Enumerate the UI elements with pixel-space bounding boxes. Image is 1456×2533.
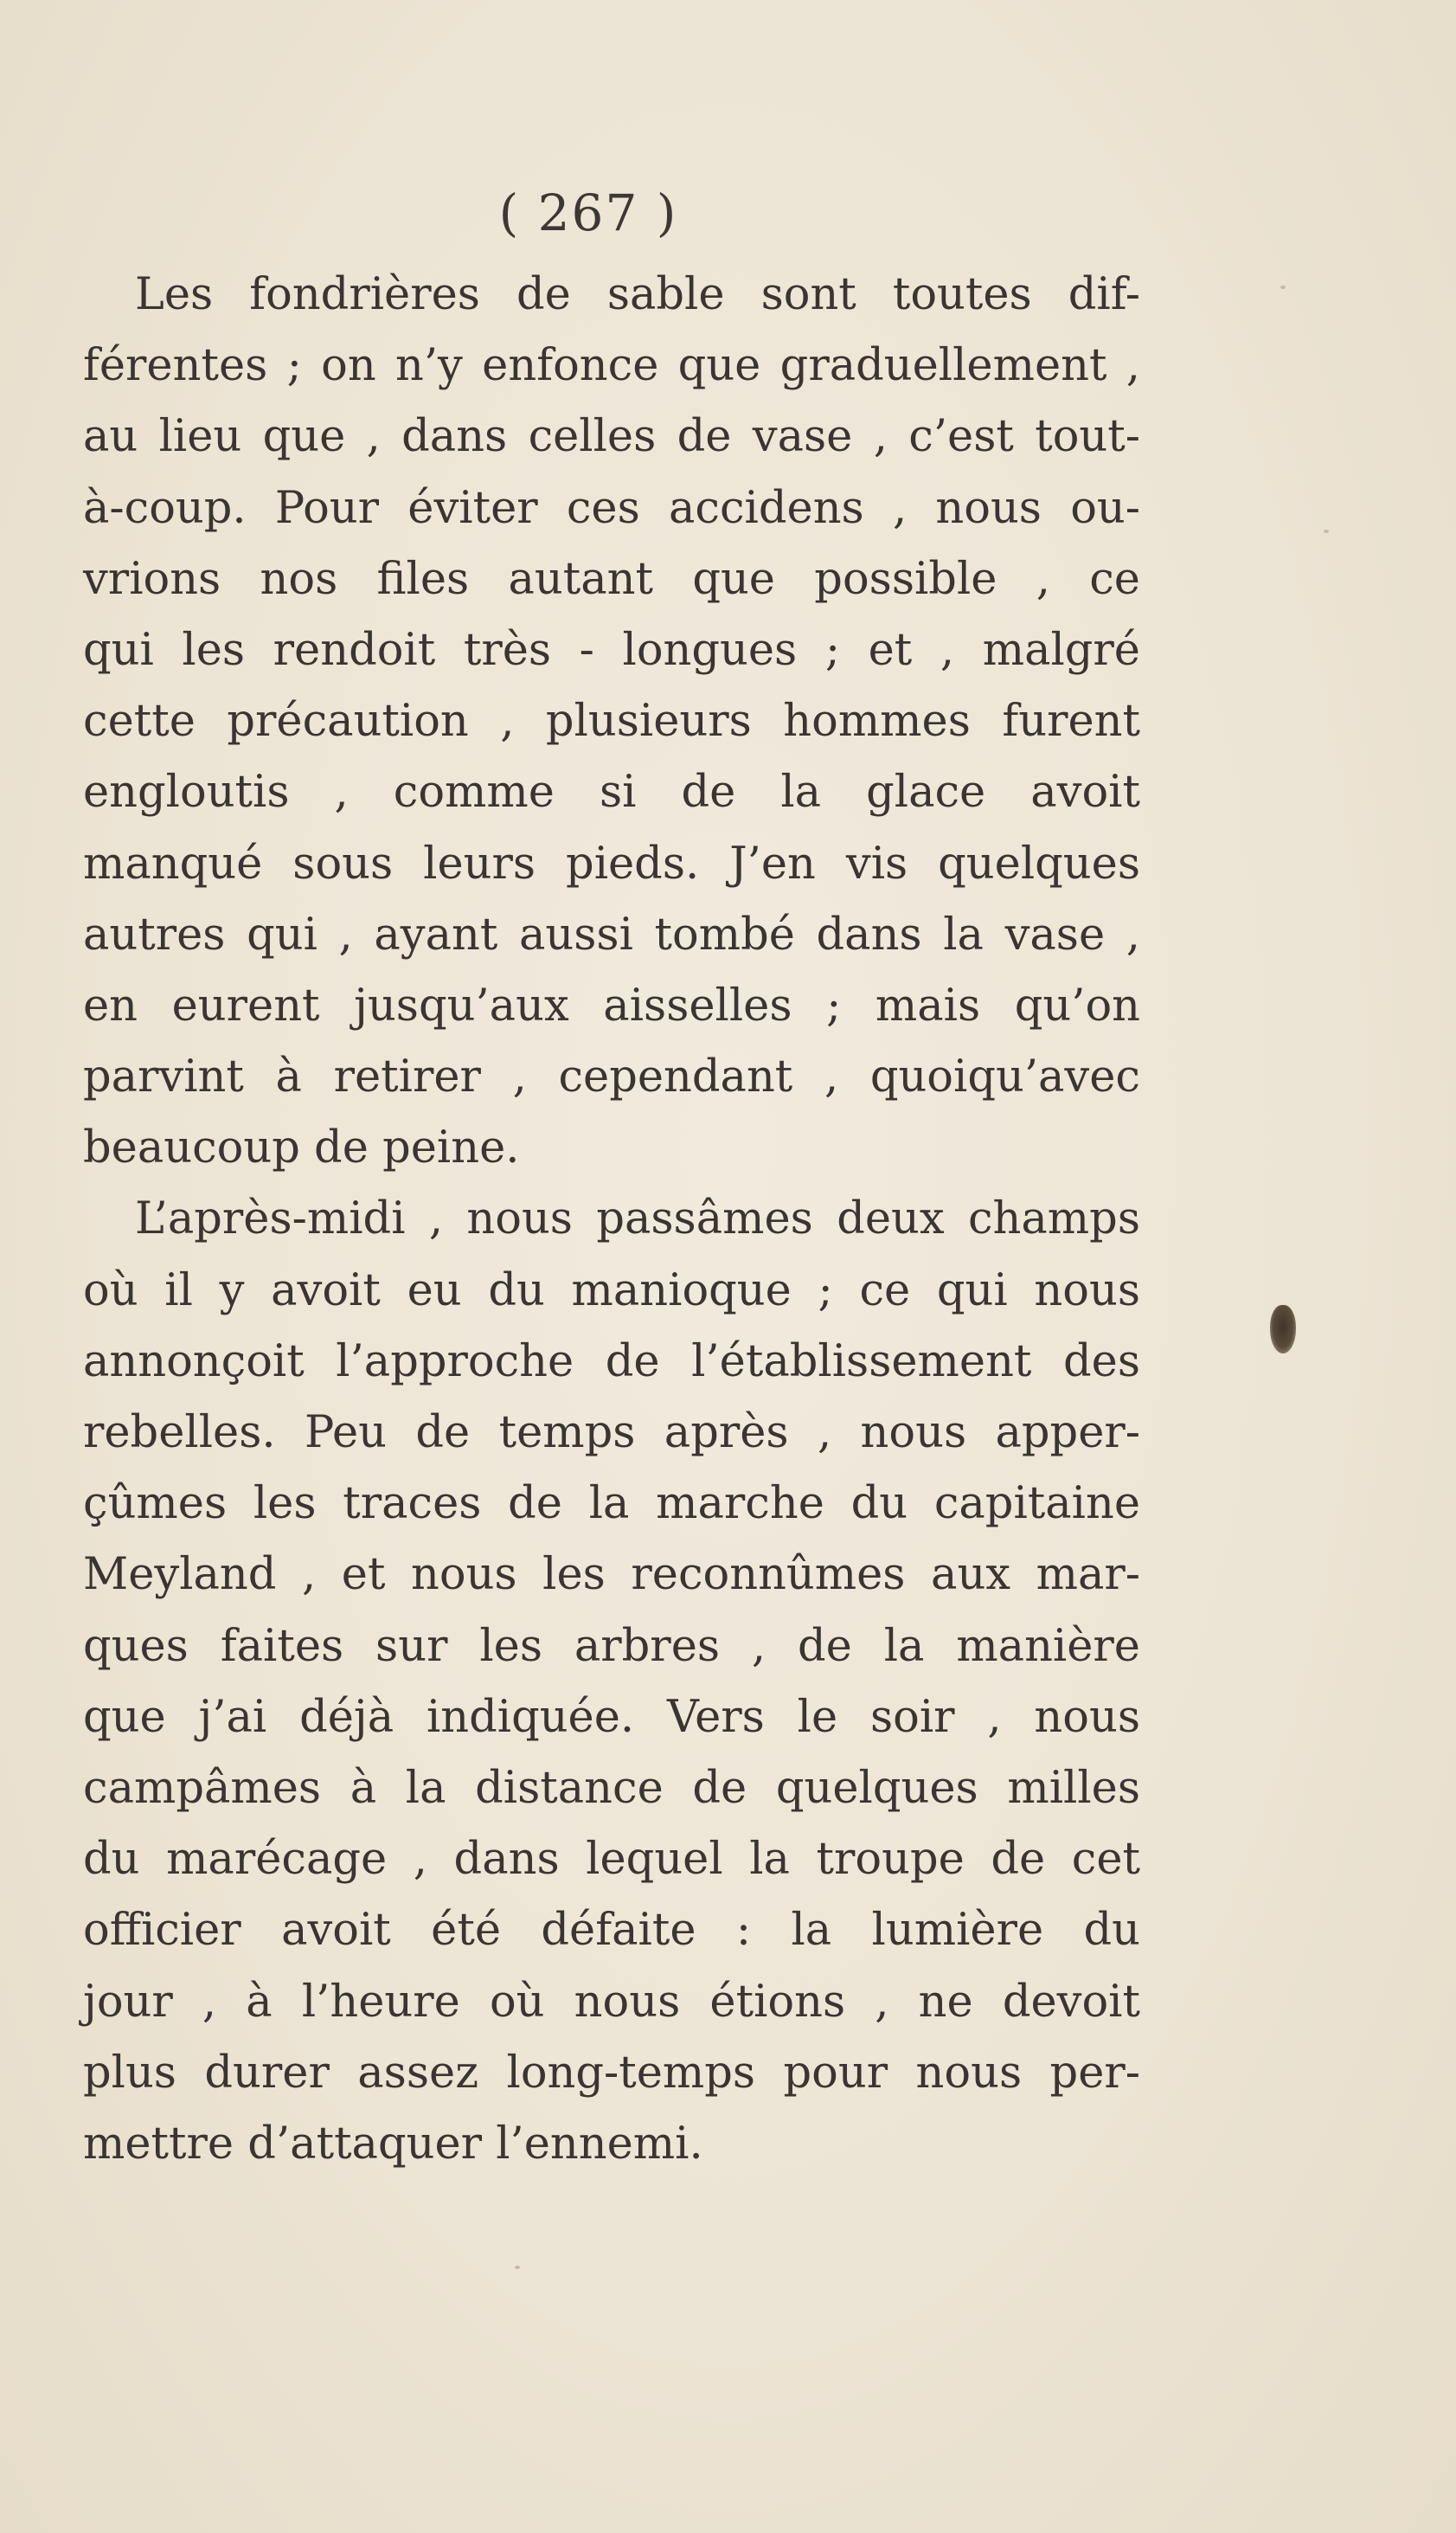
ink-stain: [1270, 1305, 1296, 1353]
text-line: que j’ai déjà indiquée. Vers le soir , nous: [83, 1691, 1140, 1743]
text-line: en eurent jusqu’aux aisselles ; mais qu’on: [83, 980, 1140, 1032]
text-line: beaucoup de peine.: [83, 1122, 520, 1174]
paper-speck: [515, 2266, 520, 2269]
body-text: [83, 260, 1140, 2180]
text-line: campâmes à la distance de quelques milles: [83, 1762, 1140, 1814]
page-number: ( 267 ): [498, 183, 678, 242]
text-line: férentes ; on n’y enfonce que graduellement ,: [83, 340, 1140, 392]
text-line: jour , à l’heure où nous étions , ne devoit: [83, 1976, 1140, 2028]
text-line: autres qui , ayant aussi tombé dans la vase ,: [83, 909, 1140, 961]
text-line: mettre d’attaquer l’ennemi.: [83, 2118, 703, 2170]
text-line: annonçoit l’approche de l’établissement des: [83, 1335, 1140, 1387]
text-line: manqué sous leurs pieds. J’en vis quelques: [83, 838, 1140, 890]
paper-speck: [1324, 530, 1329, 533]
text-line: cette précaution , plusieurs hommes furent: [83, 696, 1140, 748]
text-line: qui les rendoit très - longues ; et , malgré: [83, 624, 1140, 676]
text-line: vrions nos files autant que possible , ce: [83, 553, 1140, 605]
text-line: où il y avoit eu du manioque ; ce qui nous: [83, 1264, 1140, 1316]
text-line: plus durer assez long-temps pour nous per-: [83, 2047, 1140, 2099]
text-line: au lieu que , dans celles de vase , c’est tout-: [83, 411, 1140, 463]
paper-speck: [939, 286, 944, 289]
text-line: à-coup. Pour éviter ces accidens , nous ou-: [83, 482, 1140, 534]
text-line: L’après-midi , nous passâmes deux champs: [135, 1193, 1140, 1245]
text-line: parvint à retirer , cependant , quoiqu’avec: [83, 1051, 1140, 1103]
text-line: çûmes les traces de la marche du capitaine: [83, 1478, 1140, 1530]
text-line: engloutis , comme si de la glace avoit: [83, 767, 1140, 819]
text-line: officier avoit été défaite : la lumière du: [83, 1905, 1140, 1957]
text-line: ques faites sur les arbres , de la manière: [83, 1620, 1140, 1672]
text-line: rebelles. Peu de temps après , nous apper-: [83, 1407, 1140, 1458]
text-line: Les fondrières de sable sont toutes dif-: [135, 269, 1140, 320]
text-line: du marécage , dans lequel la troupe de cet: [83, 1834, 1140, 1886]
text-line: Meyland , et nous les reconnûmes aux mar-: [83, 1549, 1140, 1601]
paper-speck: [1280, 286, 1286, 289]
